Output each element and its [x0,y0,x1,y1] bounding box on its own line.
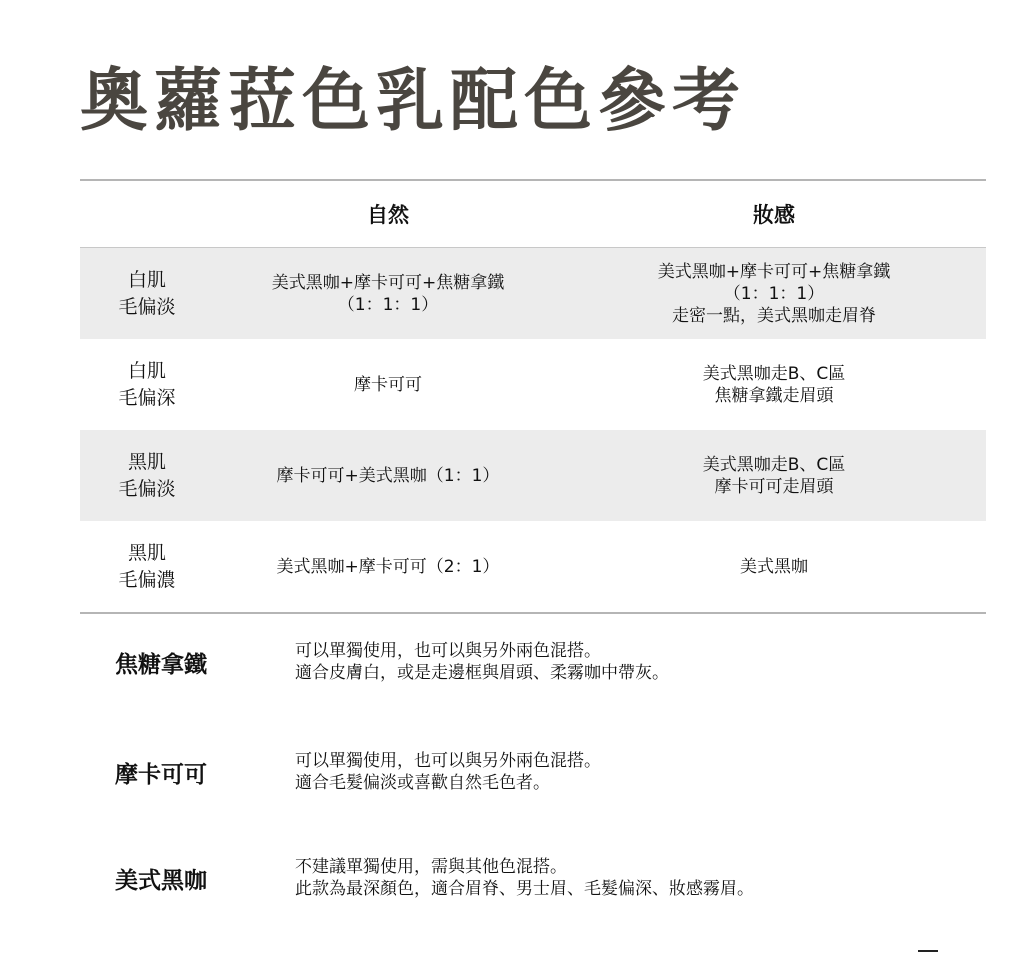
hair-tone: 毛偏淡 [118,295,176,318]
hair-tone: 毛偏濃 [118,568,176,591]
note-line: 不建議單獨使用，需與其他色混搭。 [295,857,567,877]
makeup-cell [562,363,986,407]
makeup-cell [562,556,986,578]
skin-tone: 黑肌 [127,450,166,473]
natural-line: 摩卡可可+美式黑咖（1：1） [276,465,500,486]
natural-cell [214,465,562,487]
row-label [80,267,214,321]
note-color-name: 摩卡可可 [115,761,207,788]
note-line: 可以單獨使用，也可以與另外兩色混搭。 [295,751,601,771]
makeup-line: 美式黑咖 [740,556,808,577]
row-label [80,540,214,594]
table-row [80,430,986,521]
makeup-line: 美式黑咖走B、C區 [702,363,846,384]
hair-tone: 毛偏深 [118,386,176,409]
note-item [115,750,985,794]
natural-line: （1：1：1） [337,294,439,315]
note-description [295,856,754,900]
table-row [80,248,986,339]
makeup-line: 美式黑咖走B、C區 [702,454,846,475]
makeup-line: 焦糖拿鐵走眉頭 [714,385,834,406]
table-row [80,521,986,612]
hair-tone: 毛偏淡 [118,477,176,500]
row-label [80,358,214,412]
makeup-line: 美式黑咖+摩卡可可+焦糖拿鐵 [657,261,891,282]
note-line: 適合毛髮偏淡或喜歡自然毛色者。 [295,773,550,793]
makeup-line: 走密一點，美式黑咖走眉脊 [672,305,876,326]
makeup-line: （1：1：1） [723,283,825,304]
natural-cell [214,374,562,396]
makeup-cell [562,454,986,498]
note-description [295,640,669,684]
skin-tone: 白肌 [127,359,166,382]
header-natural: 自然 [367,203,409,227]
note-item [115,640,985,684]
natural-cell [214,272,562,316]
skin-tone: 黑肌 [127,541,166,564]
natural-line: 美式黑咖+摩卡可可（2：1） [276,556,500,577]
natural-line: 摩卡可可 [354,374,422,395]
page-title: 奧蘿菈色乳配色參考 [80,62,747,141]
row-label [80,449,214,503]
note-description [295,750,601,794]
note-color-name: 焦糖拿鐵 [115,651,207,678]
color-reference-table [80,179,986,614]
edge-mark [918,950,938,952]
natural-cell [214,556,562,578]
note-line: 適合皮膚白，或是走邊框與眉頭、柔霧咖中帶灰。 [295,663,669,683]
note-item [115,856,985,900]
makeup-line: 摩卡可可走眉頭 [714,476,834,497]
header-makeup: 妝感 [753,203,795,227]
note-line: 此款為最深顏色，適合眉脊、男士眉、毛髮偏深、妝感霧眉。 [295,879,754,899]
makeup-cell [562,261,986,327]
note-color-name: 美式黑咖 [115,867,207,894]
natural-line: 美式黑咖+摩卡可可+焦糖拿鐵 [271,272,505,293]
table-row [80,339,986,430]
table-header [80,181,986,248]
skin-tone: 白肌 [127,268,166,291]
note-line: 可以單獨使用，也可以與另外兩色混搭。 [295,641,601,661]
